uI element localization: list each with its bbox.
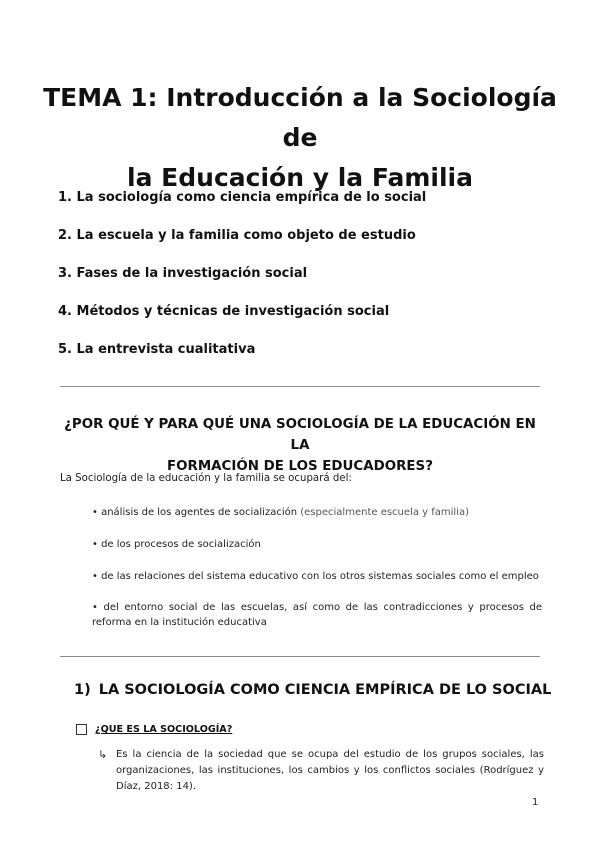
bullet-text: • análisis de los agentes de socialización [92, 507, 301, 518]
checkbox-icon [76, 724, 87, 735]
bullet-item: • de los procesos de socialización [92, 539, 261, 550]
toc-item: 1. La sociología como ciencia empírica de lo social [58, 190, 427, 205]
bullet-item: • del entorno social de las escuelas, así como de las contradicciones y procesos de reforma en la institución educativa [92, 602, 542, 628]
page-title [40, 78, 560, 198]
bullet-item [92, 505, 542, 520]
question-line-2: FORMACIÓN DE LOS EDUCADORES? [167, 459, 433, 474]
toc-item: 3. Fases de la investigación social [58, 266, 308, 281]
toc-item: 2. La escuela y la familia como objeto de estudio [58, 228, 416, 243]
section-heading [74, 682, 551, 698]
answer-text: Es la ciencia de la sociedad que se ocupa del estudio de los grupos sociales, las organizaciones, las instituciones, los cambios y los conflictos sociales (Rodríguez y Díaz, 2018: 14). [116, 749, 544, 792]
arrow-return-icon: ↳ [98, 748, 108, 761]
subsection-label: ¿QUE ES LA SOCIOLOGÍA? [95, 724, 233, 735]
table-of-contents [58, 190, 426, 380]
section-title: LA SOCIOLOGÍA COMO CIENCIA EMPÍRICA DE LO SOCIAL [98, 682, 552, 698]
section-number: 1) [74, 682, 91, 698]
question-heading [60, 414, 540, 477]
bullet-parenthetical: (especialmente escuela y familia) [300, 507, 469, 518]
toc-item: 5. La entrevista cualitativa [58, 342, 256, 357]
answer-paragraph [98, 747, 544, 795]
question-line-1: ¿POR QUÉ Y PARA QUÉ UNA SOCIOLOGÍA DE LA EDUCACIÓN EN LA [64, 417, 536, 453]
divider [60, 386, 540, 387]
title-line-2: la Educación y la Familia [127, 163, 473, 192]
page-number: 1 [532, 797, 539, 808]
divider [60, 656, 540, 657]
toc-item: 4. Métodos y técnicas de investigación social [58, 304, 390, 319]
subsection [76, 724, 232, 735]
intro-text: La Sociología de la educación y la familia se ocupará del: [60, 473, 352, 484]
bullet-item: • de las relaciones del sistema educativo con los otros sistemas sociales como el empleo [92, 571, 539, 582]
title-line-1: TEMA 1: Introducción a la Sociología de [43, 83, 557, 152]
